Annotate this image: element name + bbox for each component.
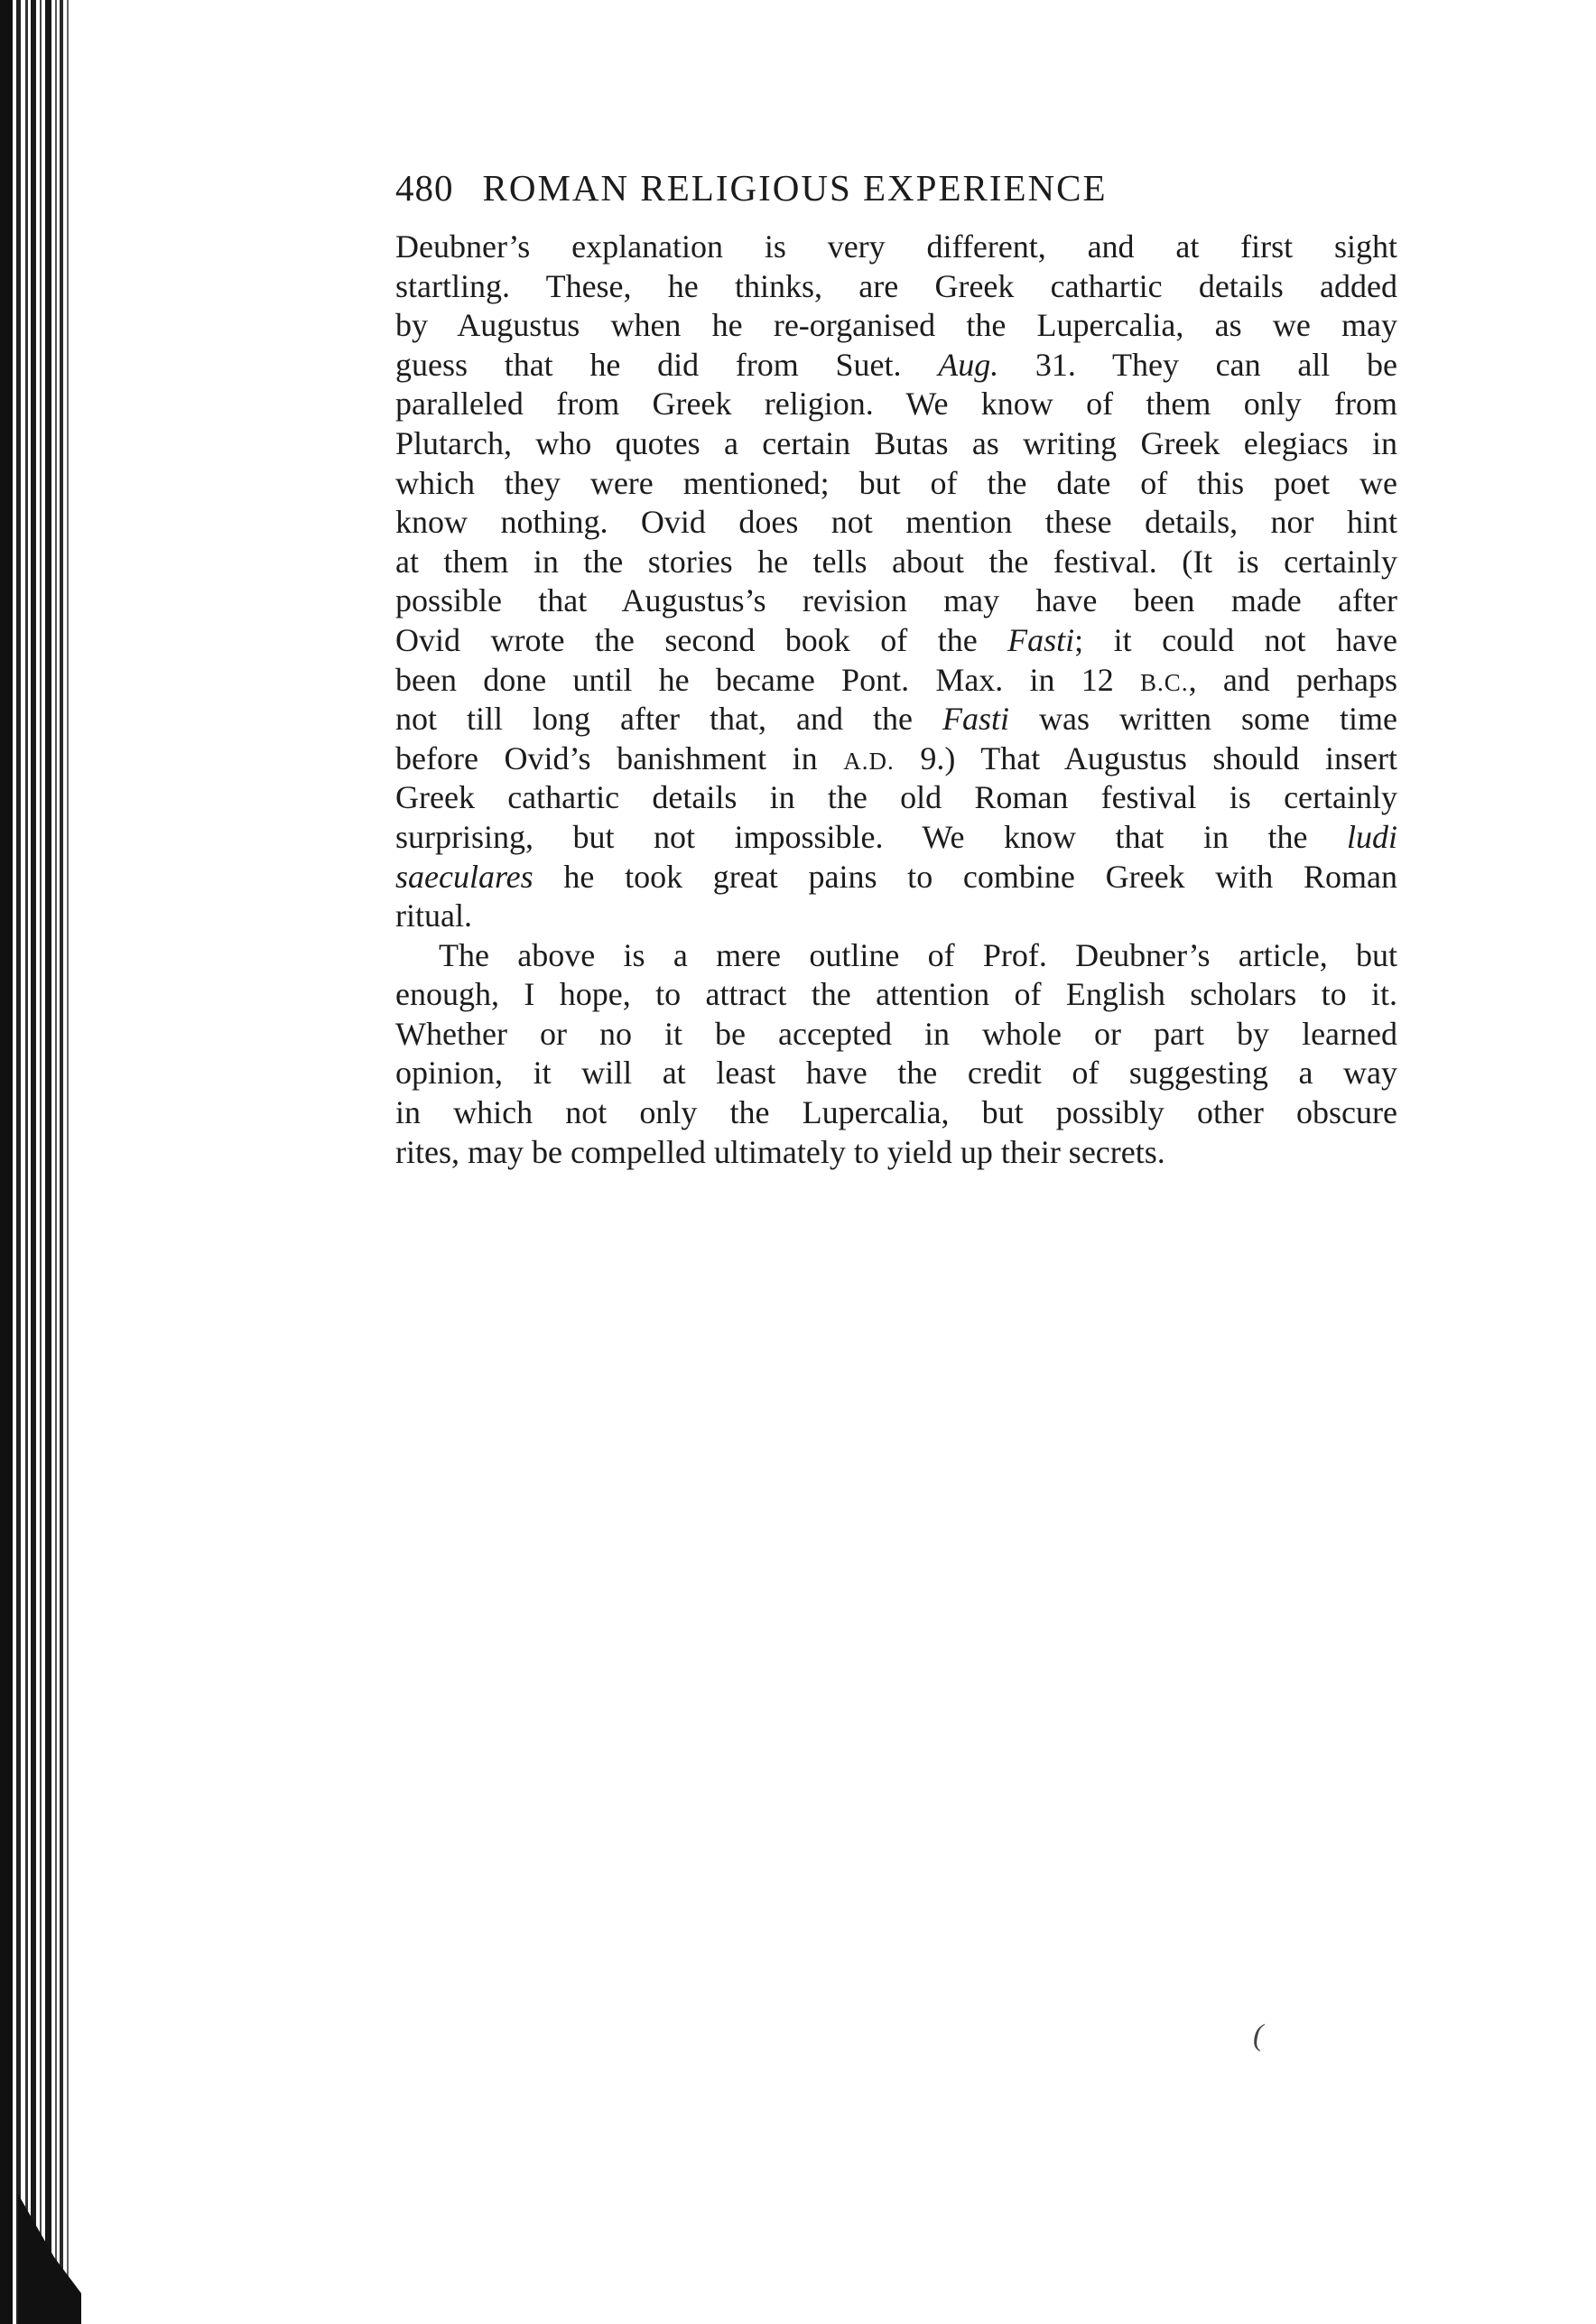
body-text [395, 228, 1397, 1172]
text-run: which they were mentioned; but of the date of this poet we [395, 464, 1397, 501]
text-line [395, 503, 1397, 543]
text-line [395, 661, 1397, 701]
text-line [395, 818, 1397, 858]
text-run: enough, I hope, to attract the attention of English scholars to it. [395, 976, 1397, 1013]
italic-run: Aug. [938, 346, 999, 383]
text-run: paralleled from Greek religion. We know of them only from [395, 386, 1397, 423]
text-run: ritual. [395, 897, 472, 934]
text-line [395, 228, 1397, 267]
small-caps-run: B.C. [1140, 668, 1189, 696]
text-run: Whether or no it be accepted in whole or part by learned [395, 1015, 1397, 1052]
binding-spine [0, 0, 83, 2324]
text-line [395, 464, 1397, 504]
text-run: he took great pains to combine Greek with Roman [533, 858, 1397, 895]
text-line [395, 936, 1397, 976]
text-run: startling. These, he thinks, are Greek cathartic details added [395, 267, 1397, 304]
text-line [395, 858, 1397, 897]
text-line [395, 267, 1397, 307]
text-run: Ovid wrote the second book of the [395, 621, 1008, 658]
page-number: 480 [395, 167, 454, 209]
text-line [395, 621, 1397, 661]
text-run: Greek cathartic details in the old Roman festival is certainly [395, 779, 1397, 816]
paragraph-1 [395, 228, 1397, 936]
text-line [395, 778, 1397, 818]
text-line [395, 1093, 1397, 1133]
text-run: been done until he became Pont. Max. in 12 [395, 661, 1141, 698]
text-run: know nothing. Ovid does not mention these details, nor hint [395, 504, 1397, 541]
text-run: not till long after that, and the [395, 701, 942, 738]
text-line [395, 975, 1397, 1015]
book-page [395, 161, 1397, 1172]
italic-run: Fasti [942, 701, 1010, 738]
text-run: Deubner’s explanation is very different, and at first sight [395, 228, 1397, 265]
italic-run: Fasti [1007, 621, 1075, 658]
text-run: 9.) That Augustus should insert [894, 739, 1397, 776]
text-run: Plutarch, who quotes a certain Butas as writing Greek elegiacs in [395, 424, 1397, 461]
text-line [395, 385, 1397, 424]
text-run: ; it could not have [1074, 621, 1397, 658]
text-line [395, 543, 1397, 582]
text-run: before Ovid’s banishment in [395, 739, 844, 776]
text-run: by Augustus when he re-organised the Lupercalia, as we may [395, 307, 1397, 344]
text-run: was written some time [1009, 701, 1397, 738]
small-caps-run: A.D. [843, 747, 895, 775]
text-line [395, 346, 1397, 386]
text-line [395, 897, 1397, 936]
text-run: , and perhaps [1188, 661, 1397, 698]
italic-run: ludi [1346, 818, 1397, 855]
text-run: 31. They can all be [998, 346, 1397, 383]
text-line [395, 424, 1397, 464]
text-run: guess that he did from Suet. [395, 346, 939, 383]
text-run: at them in the stories he tells about the festival. (It is certainly [395, 543, 1397, 580]
text-run: opinion, it will at least have the credit of suggesting a way [395, 1055, 1397, 1092]
text-line [395, 700, 1397, 739]
text-line [395, 739, 1397, 779]
italic-run: saeculares [395, 858, 534, 895]
text-run: The above is a mere outline of Prof. Deubner’s article, but [439, 936, 1397, 973]
text-line [395, 1054, 1397, 1093]
running-header [395, 161, 1397, 215]
stray-mark: ( [1253, 2019, 1264, 2052]
text-line [395, 306, 1397, 346]
text-line [395, 1015, 1397, 1055]
text-run: surprising, but not impossible. We know that in the [395, 818, 1347, 855]
running-title: ROMAN RELIGIOUS EXPERIENCE [482, 167, 1108, 209]
text-run: in which not only the Lupercalia, but possibly other obscure [395, 1094, 1397, 1131]
text-line [395, 581, 1397, 621]
paragraph-2 [395, 936, 1397, 1173]
text-line [395, 1133, 1397, 1173]
text-run: possible that Augustus’s revision may have been made after [395, 582, 1397, 619]
text-run: rites, may be compelled ultimately to yield up their secrets. [395, 1133, 1165, 1170]
